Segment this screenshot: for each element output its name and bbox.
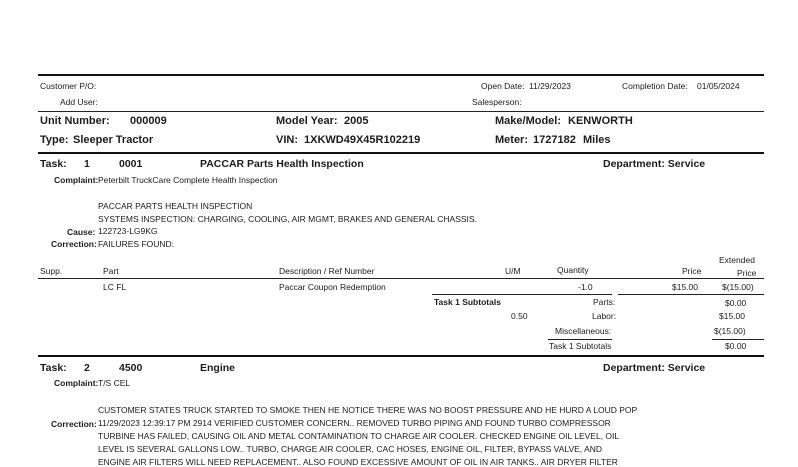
subtotals-hours: 0.50 [511, 311, 528, 321]
task2-complaint: T/S CEL [98, 378, 131, 388]
task1-complaint: Peterbilt TruckCare Complete Health Inspection [98, 175, 278, 185]
row-price: $15.00 [672, 282, 698, 292]
task2-title: Engine [200, 362, 236, 374]
salesperson-label: Salesperson: [472, 97, 522, 107]
task2-correction-line: ENGINE AIR FILTERS WILL NEED REPLACEMENT.. ALSO FOUND EXCESSIVE AMOUNT OF OIL IN AIR TANKS.. AIR DRYER FILTER [98, 457, 618, 467]
subtotals-parts: $0.00 [725, 298, 747, 308]
type-value: Sleeper Tractor [73, 134, 154, 146]
task1-title: PACCAR Parts Health Inspection [200, 158, 364, 170]
subtotals-labor-label: Labor: [592, 311, 617, 321]
model-year: 2005 [344, 115, 369, 127]
total-rule-left [548, 339, 612, 340]
col-supp: Supp. [40, 266, 63, 276]
row-quantity: -1.0 [578, 282, 593, 292]
col-quantity: Quantity [557, 265, 589, 275]
task2-complaint-label: Complaint: [54, 378, 99, 388]
task1-correction: FAILURES FOUND: [98, 239, 175, 249]
task2-label: Task: [40, 362, 67, 374]
meter-label: Meter: [495, 134, 529, 146]
subtotals-misc-label: Miscellaneous: [555, 326, 612, 336]
col-price: Price [682, 266, 702, 276]
col-part: Part [103, 266, 119, 276]
subtotal-rule-left [432, 294, 612, 295]
task2-correction-line: TURBINE HAS FAILED, CAUSING OIL AND METAL CONTAMINATION TO CHARGE AIR COOLER. CHECKED ENGINE OIL LEVEL, OIL [98, 431, 620, 441]
top-rule [38, 74, 764, 76]
add-user-label: Add User: [60, 97, 98, 107]
col-description: Description / Ref Number [279, 266, 375, 276]
open-date: 11/29/2023 [529, 81, 571, 91]
col-um: U/M [505, 266, 521, 276]
task1-number: 1 [84, 158, 90, 170]
completion-date: 01/05/2024 [697, 81, 740, 91]
meter-value: 1727182 [533, 134, 576, 146]
task2-correction-line: 11/29/2023 12:39:17 PM 2914 VERIFIED CUSTOMER CONCERN.. REMOVED TURBO PIPING AND FOUND TURBO COMPRESSOR [98, 418, 611, 428]
completion-date-label: Completion Date: [622, 81, 688, 91]
task1-code: 0001 [119, 158, 143, 170]
customer-po-label: Customer P/O: [40, 81, 97, 91]
unit-rule [38, 152, 764, 154]
task2-body-line1: CUSTOMER STATES TRUCK STARTED TO SMOKE THEN HE NOTICE THERE WAS NO BOOST PRESSURE AND HE HURD A LOUD POP [98, 405, 638, 415]
task1-label: Task: [40, 158, 67, 170]
task2-correction-line: LEVEL IS SEVERAL GALLONS LOW.. TURBO, CHARGE AIR COOLER, CAC HOSES, ENGINE OIL, FILTER, BYPASS VALVE, AND [98, 444, 603, 454]
task1-complaint-label: Complaint: [54, 175, 99, 185]
task1-body-line1: PACCAR PARTS HEALTH INSPECTION [98, 201, 253, 211]
subtotal-rule-right [618, 294, 764, 295]
col-extended-line2: Price [737, 268, 757, 278]
unit-number-label: Unit Number: [40, 115, 110, 127]
row-description: Paccar Coupon Redemption [279, 282, 386, 292]
open-date-label: Open Date: [481, 81, 525, 91]
subtotals-labor: $15.00 [719, 311, 745, 321]
subtotals-misc: $(15.00) [714, 326, 746, 336]
subtotals-total-label: Task 1 Subtotals [549, 341, 612, 351]
row-extended: $(15.00) [722, 282, 754, 292]
task2-rule [38, 355, 764, 357]
total-rule-right [712, 339, 764, 340]
meter-unit: Miles [583, 134, 611, 146]
vin-value: 1XKWD49X45R102219 [304, 134, 421, 146]
make-model: KENWORTH [568, 115, 633, 127]
unit-number: 000009 [130, 115, 167, 127]
task2-number: 2 [84, 362, 90, 374]
subtotals-label: Task 1 Subtotals [434, 297, 501, 307]
task1-cause: 122723-LG9KG [98, 226, 158, 236]
task1-cause-label: Cause: [67, 227, 96, 237]
model-year-label: Model Year: [276, 115, 338, 127]
subtotals-total: $0.00 [725, 341, 747, 351]
row-part: LC FL [103, 282, 127, 292]
subtotals-parts-label: Parts: [593, 297, 616, 307]
task1-correction-label: Correction: [51, 239, 97, 249]
type-label: Type: [40, 134, 69, 146]
col-extended-line1: Extended [719, 255, 755, 265]
task1-department: Department: Service [603, 158, 706, 170]
task1-body-line2: SYSTEMS INSPECTION: CHARGING, COOLING, AIR MGMT, BRAKES AND GENERAL CHASSIS. [98, 214, 477, 224]
task2-correction-label: Correction: [51, 419, 97, 429]
task2-code: 4500 [119, 362, 143, 374]
table-header-rule [38, 278, 764, 279]
task2-department: Department: Service [603, 362, 706, 374]
make-model-label: Make/Model: [495, 115, 562, 127]
header-rule [38, 111, 764, 112]
vin-label: VIN: [276, 134, 298, 146]
